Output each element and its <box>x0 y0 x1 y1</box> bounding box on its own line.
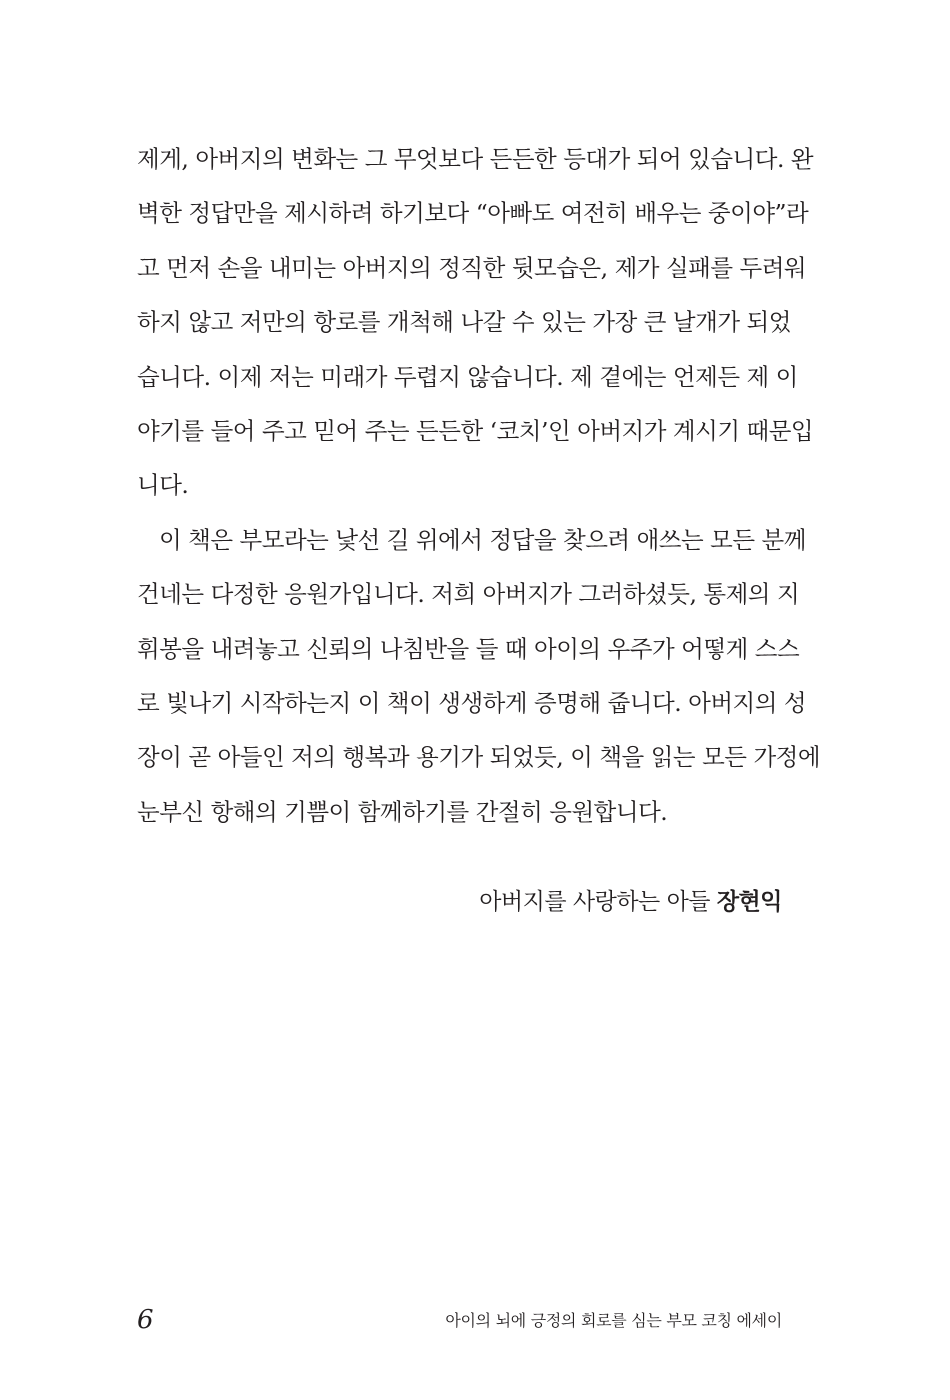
text-line: 하지 않고 저만의 항로를 개척해 나갈 수 있는 가장 큰 날개가 되었 <box>137 308 791 337</box>
signature-name: 장현익 <box>716 888 782 915</box>
text-line: 휘봉을 내려놓고 신뢰의 나침반을 들 때 아이의 우주가 어떻게 스스 <box>137 634 800 663</box>
text-line: 벽한 정답만을 제시하려 하기보다 “아빠도 여전히 배우는 중이야”라 <box>137 199 809 228</box>
body-text <box>137 139 821 846</box>
signature-prefix: 아버지를 사랑하는 아들 <box>479 889 711 915</box>
paragraph-2 <box>137 520 821 846</box>
text-line: 습니다. 이제 저는 미래가 두렵지 않습니다. 제 곁에는 언제든 제 이 <box>137 362 798 391</box>
paragraph-1 <box>137 139 814 520</box>
text-line: 니다. <box>137 471 189 500</box>
page-number: 6 <box>137 1305 154 1335</box>
text-line: 고 먼저 손을 내미는 아버지의 정직한 뒷모습은, 제가 실패를 두려워 <box>137 253 807 282</box>
page-footer <box>137 1302 782 1338</box>
text-line: 눈부신 항해의 기쁨이 함께하기를 간절히 응원합니다. <box>137 797 668 826</box>
text-line: 장이 곧 아들인 저의 행복과 용기가 되었듯, 이 책을 읽는 모든 가정에 <box>137 743 821 772</box>
text-line: 이 책은 부모라는 낯선 길 위에서 정답을 찾으려 애쓰는 모든 분께 <box>159 525 806 554</box>
text-line: 제게, 아버지의 변화는 그 무엇보다 든든한 등대가 되어 있습니다. 완 <box>137 145 814 173</box>
text-line: 로 빛나기 시작하는지 이 책이 생생하게 증명해 줍니다. 아버지의 성 <box>137 688 807 717</box>
text-line: 건네는 다정한 응원가입니다. 저희 아버지가 그러하셨듯, 통제의 지 <box>137 580 800 609</box>
text-line: 야기를 들어 주고 믿어 주는 든든한 ‘코치’인 아버지가 계시기 때문입 <box>137 416 814 445</box>
signature <box>479 882 782 922</box>
running-title: 아이의 뇌에 긍정의 회로를 심는 부모 코칭 에세이 <box>445 1311 782 1330</box>
